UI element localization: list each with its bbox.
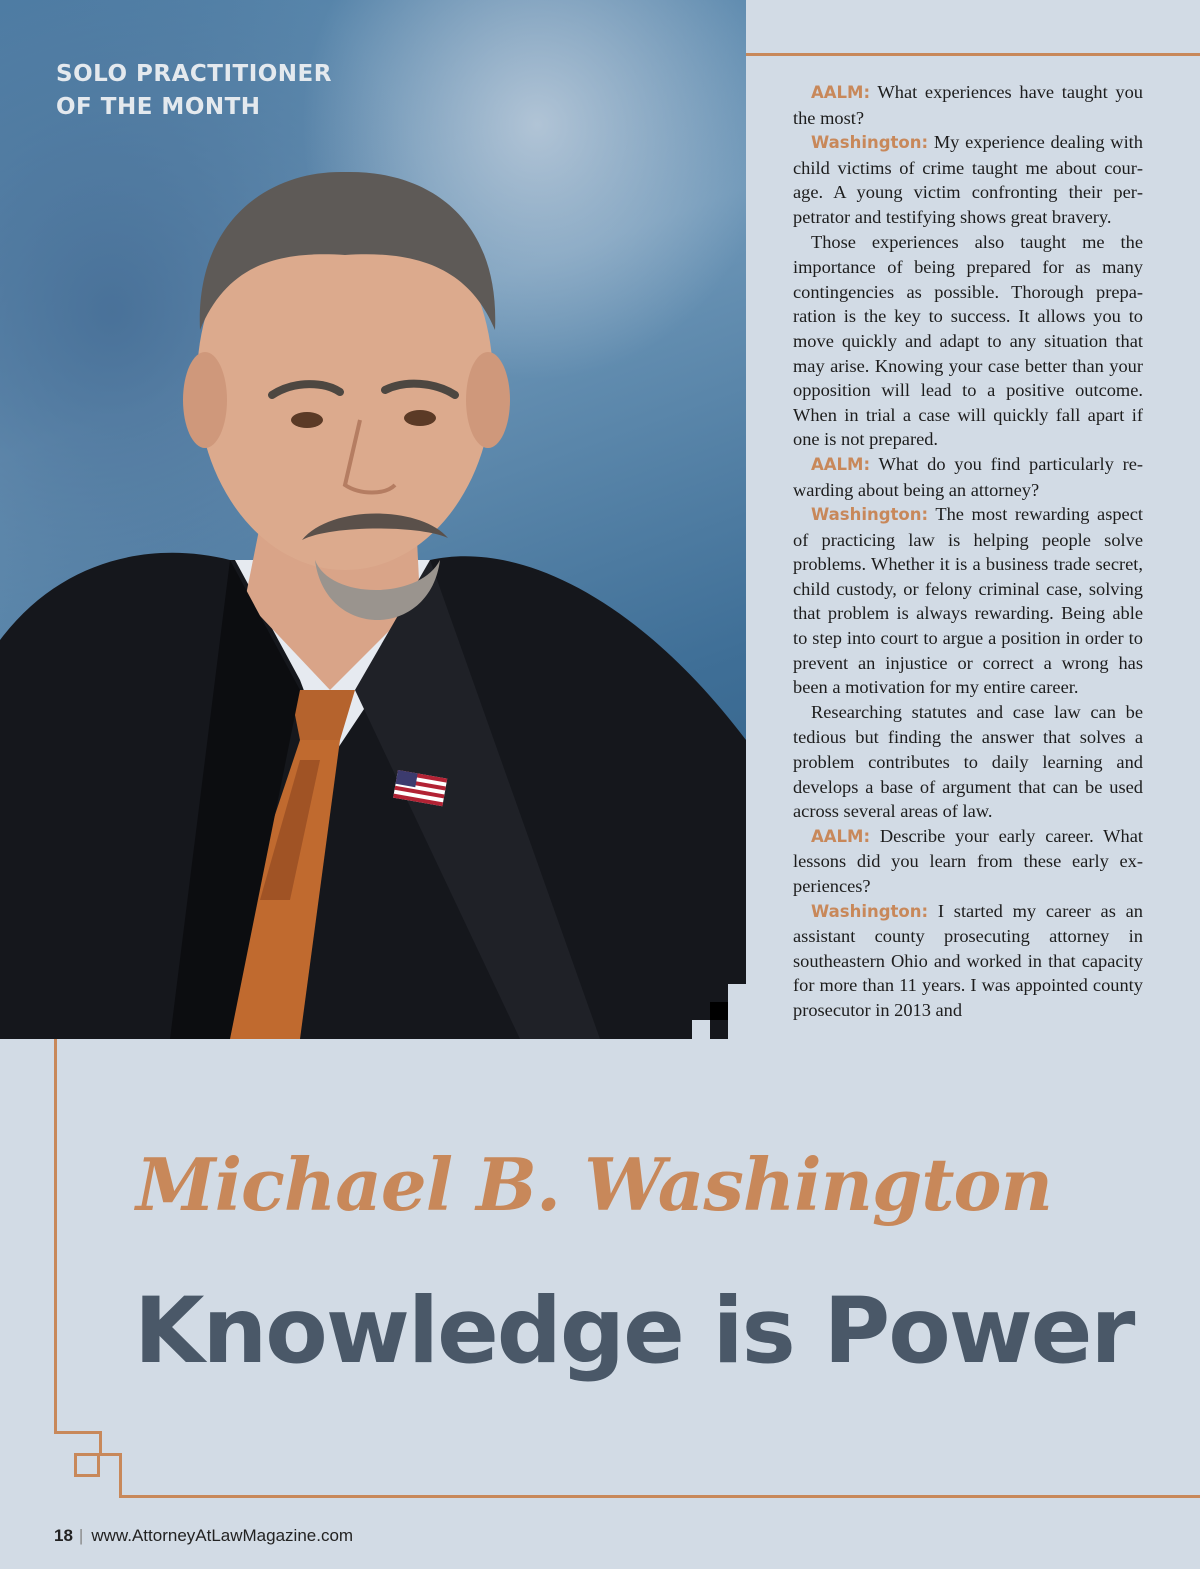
speaker-label: Washington: [811,901,929,921]
article-paragraph [793,452,1143,502]
section-kicker [56,58,332,124]
section-kicker-line2: OF THE MONTH [56,94,261,120]
paragraph-text: Researching statutes and case law can be tedious but finding the answer that solves a problem contributes to daily learning and develops a base of argument that can be used across several areas of law. [793,701,1143,822]
frame-square-decoration [74,1453,100,1477]
pixel-decoration [728,984,746,1002]
speaker-label: AALM: [811,826,871,846]
paragraph-text: What do you find particularly rewarding about being an attorney? [793,453,1143,500]
subject-name: Michael B. Washington [136,1142,1052,1227]
pixel-decoration [710,1002,728,1020]
paragraph-text: I started my career as an assistant county prosecuting attorney in southeastern Ohio and worked in that capacity for more than 11 years. I was appointed county prosecutor in 2013 and [793,900,1143,1020]
speaker-label: AALM: [811,454,871,474]
article-paragraph [793,502,1143,700]
frame-line-connector-down [99,1431,102,1455]
speaker-label: Washington: [811,505,929,525]
article-paragraph [793,80,1143,130]
article-paragraph [793,230,1143,452]
portrait-illustration [0,0,746,1039]
footer-separator: | [78,1526,84,1545]
speaker-label: AALM: [811,83,871,102]
frame-line-bottom [119,1495,1200,1498]
article-paragraph [793,899,1143,1023]
paragraph-text: What experiences have taught you the most? [793,82,1143,128]
paragraph-text: Describe your early career. What lessons did you learn from these early experiences? [793,825,1143,896]
frame-line-vertical [54,1039,57,1434]
paragraph-text: The most rewarding aspect of practicing law is helping people solve problems. Whether it is a business trade secret, child custody, or felony criminal case, solving that problem is always rewarding. Being able to step into court to argue a position in order to prevent an injustice or correct a wrong has been a motivation for my entire career. [793,504,1143,698]
article-body [793,80,1143,1023]
paragraph-text: Those experiences also taught me the importance of being prepared for as many contingencies as possible. Thorough preparation is the key to success. It allows you to move quickly and adapt to any situation that may arise. Knowing your case better than your opposition will lead to a positive outcome. When in trial a case will quickly fall apart if one is not prepared. [793,231,1143,450]
pixel-decoration [728,1002,746,1039]
footer-website: www.AttorneyAtLawMagazine.com [91,1526,354,1545]
speaker-label: Washington: [811,133,929,153]
article-headline: Knowledge is Power [134,1279,1134,1384]
top-rule [746,53,1200,56]
paragraph-text: My experience dealing with child victims of crime taught me about courage. A young victim confronting their perpetrator and testifying shows great bravery. [793,132,1143,227]
page-footer [54,1526,353,1546]
section-kicker-line1: SOLO PRACTITIONER [56,61,332,87]
frame-line-connector [54,1431,102,1434]
article-paragraph [793,130,1143,229]
pixel-decoration [692,1020,710,1039]
frame-line-step-down [119,1453,122,1498]
article-paragraph [793,824,1143,899]
portrait-photo [0,0,746,1039]
article-paragraph [793,700,1143,824]
page-number: 18 [54,1526,73,1545]
